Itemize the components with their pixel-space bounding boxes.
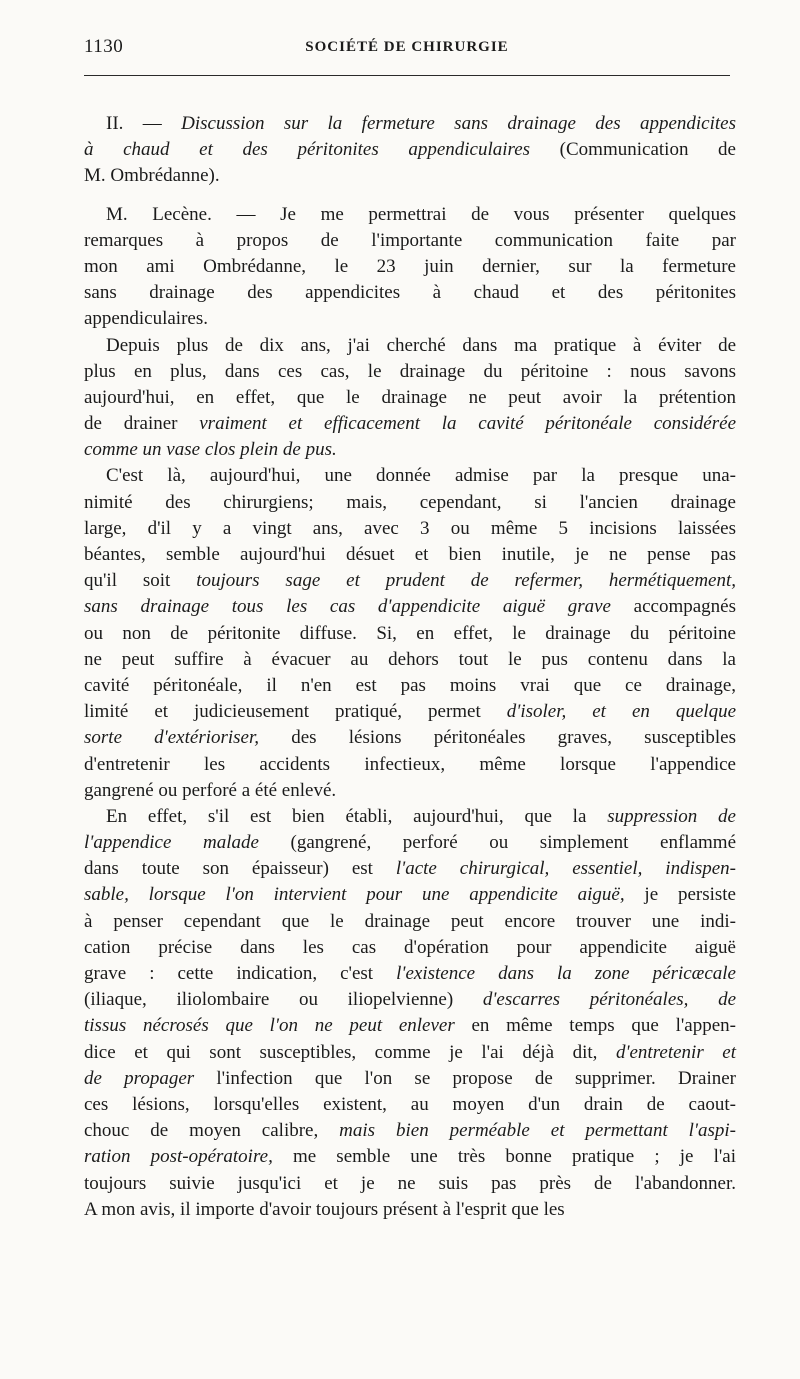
text-line <box>84 1066 736 1092</box>
text-run: Depuis plus de dix ans, j'ai cherché dans ma pratique à éviter de <box>106 334 736 356</box>
text-run: l'infection que l'on se propose de supprimer. Drainer <box>194 1067 736 1089</box>
text-run: A mon avis, il importe d'avoir toujours présent à l'esprit que les <box>84 1198 565 1220</box>
italic-run: suppression de <box>607 805 736 827</box>
italic-run: Discussion sur la fermeture sans drainage des appendicites <box>181 113 737 134</box>
text-line <box>84 1013 736 1039</box>
text-line <box>84 699 736 725</box>
text-run: à penser cependant que le drainage peut encore trouver une indi- <box>84 910 736 932</box>
text-line <box>84 137 736 163</box>
italic-run: l'acte chirurgical, essentiel, indispen- <box>395 858 736 880</box>
text-run: toujours suivie jusqu'ici et je ne suis pas près de l'abandonner. <box>84 1172 736 1194</box>
text-line <box>84 385 736 411</box>
running-title: SOCIÉTÉ DE CHIRURGIE <box>305 39 509 55</box>
text-run: plus en plus, dans ces cas, le drainage du péritoine : nous savons <box>84 360 736 382</box>
text-run: (iliaque, iliolombaire ou iliopelvienne) <box>84 989 483 1011</box>
text-line <box>84 228 736 254</box>
italic-run: d'isoler, et en quelque <box>506 701 737 723</box>
paragraph <box>84 333 736 464</box>
text-body <box>84 111 736 1223</box>
text-run: de drainer <box>84 413 200 435</box>
italic-run: ration post-opératoire, <box>84 1146 273 1168</box>
text-line <box>84 1144 736 1170</box>
text-line <box>84 725 736 751</box>
text-run: M. Lecène. — Je me permettrai de vous présenter quelques <box>106 203 736 225</box>
text-run: me semble une très bonne pratique ; je l'ai <box>272 1146 736 1168</box>
text-line <box>84 935 736 961</box>
italic-run: comme un vase clos plein de pus. <box>84 439 337 461</box>
text-run: d'entretenir les accidents infectieux, même lorsque l'appendice <box>84 753 736 775</box>
text-line <box>84 411 736 437</box>
text-line <box>84 333 736 359</box>
section-heading <box>84 111 736 190</box>
italic-run: tissus nécrosés que l'on ne peut enlever <box>84 1015 455 1037</box>
text-line <box>84 909 736 935</box>
text-run: (Communication de <box>530 139 736 161</box>
text-line <box>84 202 736 228</box>
text-run: ces lésions, lorsqu'elles existent, au moyen d'un drain de caout- <box>84 1093 736 1115</box>
text-line <box>84 856 736 882</box>
text-line <box>84 594 736 620</box>
text-run: dans toute son épaisseur) est <box>84 858 396 880</box>
text-line <box>84 1197 736 1223</box>
text-line <box>84 1118 736 1144</box>
italic-run: sable, lorsque l'on intervient pour une appendicite aiguë, <box>84 884 625 906</box>
text-line <box>84 882 736 908</box>
page-header <box>84 36 730 60</box>
header-rule <box>84 75 730 76</box>
text-run: mon ami Ombrédanne, le 23 juin dernier, sur la fermeture <box>84 255 736 277</box>
text-run: large, d'il y a vingt ans, avec 3 ou même 5 incisions laissées <box>84 517 736 539</box>
text-run: gangrené ou perforé a été enlevé. <box>84 779 337 801</box>
text-line <box>84 673 736 699</box>
text-run: des lésions péritonéales graves, susceptibles <box>259 727 736 749</box>
text-line <box>84 987 736 1013</box>
text-line <box>84 830 736 856</box>
text-line <box>84 778 736 804</box>
text-line <box>84 163 736 189</box>
text-run: nimité des chirurgiens; mais, cependant, si l'ancien drainage <box>84 491 736 513</box>
text-line <box>84 516 736 542</box>
italic-run: mais bien perméable et permettant l'aspi- <box>339 1120 736 1142</box>
text-run: C'est là, aujourd'hui, une donnée admise par la presque una- <box>106 465 736 487</box>
text-run: dice et qui sont susceptibles, comme je l'ai déjà dit, <box>84 1041 616 1063</box>
text-line <box>84 568 736 594</box>
italic-run: l'appendice malade <box>84 832 259 854</box>
text-line <box>84 490 736 516</box>
text-line <box>84 254 736 280</box>
text-line <box>84 804 736 830</box>
text-run: M. Ombrédanne). <box>84 165 220 187</box>
text-run: cavité péritonéale, il n'en est pas moins vrai que ce drainage, <box>84 674 736 696</box>
text-run: chouc de moyen calibre, <box>84 1120 340 1142</box>
italic-run: l'existence dans la zone péricæcale <box>396 963 736 984</box>
text-run: ou non de péritonite diffuse. Si, en effet, le drainage du péritoine <box>84 622 736 644</box>
text-run: sans drainage des appendicites à chaud et des péritonites <box>84 282 736 304</box>
italic-run: vraiment et efficacement la cavité péritonéale considérée <box>199 413 737 435</box>
italic-run: de propager <box>84 1067 195 1089</box>
text-line <box>84 961 736 987</box>
paragraph-gap <box>84 190 736 202</box>
italic-run: sorte d'extérioriser, <box>84 727 260 749</box>
text-run: béantes, semble aujourd'hui désuet et bien inutile, je ne pense pas <box>84 544 736 565</box>
page-number: 1130 <box>84 36 124 57</box>
text-line <box>84 542 736 568</box>
paragraph <box>84 463 736 803</box>
text-run: aujourd'hui, en effet, que le drainage ne peut avoir la prétention <box>84 386 736 408</box>
italic-run: d'escarres péritonéales, de <box>482 989 736 1011</box>
text-line <box>84 647 736 673</box>
text-line <box>84 280 736 306</box>
text-run: grave : cette indication, c'est <box>84 963 397 984</box>
italic-run: toujours sage et prudent de refermer, hermétiquement, <box>196 570 736 592</box>
text-run: je persiste <box>624 884 736 906</box>
text-line <box>84 463 736 489</box>
text-line <box>84 621 736 647</box>
text-line <box>84 111 736 137</box>
italic-run: à chaud et des péritonites appendiculaires <box>84 139 531 161</box>
text-line <box>84 306 736 332</box>
text-run: ne peut suffire à évacuer au dehors tout le pus contenu dans la <box>84 648 736 670</box>
text-run: cation précise dans les cas d'opération pour appendicite aiguë <box>84 936 736 958</box>
italic-run: sans drainage tous les cas d'appendicite aiguë grave <box>84 596 611 618</box>
text-run: En effet, s'il est bien établi, aujourd'hui, que la <box>106 805 608 827</box>
text-line <box>84 359 736 385</box>
text-run: II. — <box>106 113 182 134</box>
text-run: remarques à propos de l'importante communication faite par <box>84 229 736 251</box>
text-line <box>84 437 736 463</box>
text-run: accompagnés <box>610 596 737 618</box>
paragraph <box>84 202 736 333</box>
paragraph <box>84 804 736 1223</box>
text-line <box>84 1040 736 1066</box>
text-run: qu'il soit <box>84 570 197 592</box>
text-run: en même temps que l'appen- <box>454 1015 736 1037</box>
italic-run: d'entretenir et <box>615 1041 736 1063</box>
text-run: (gangrené, perforé ou simplement enflammé <box>258 832 736 854</box>
text-run: appendiculaires. <box>84 308 208 330</box>
text-line <box>84 752 736 778</box>
text-line <box>84 1171 736 1197</box>
text-run: limité et judicieusement pratiqué, permet <box>84 701 507 723</box>
text-line <box>84 1092 736 1118</box>
